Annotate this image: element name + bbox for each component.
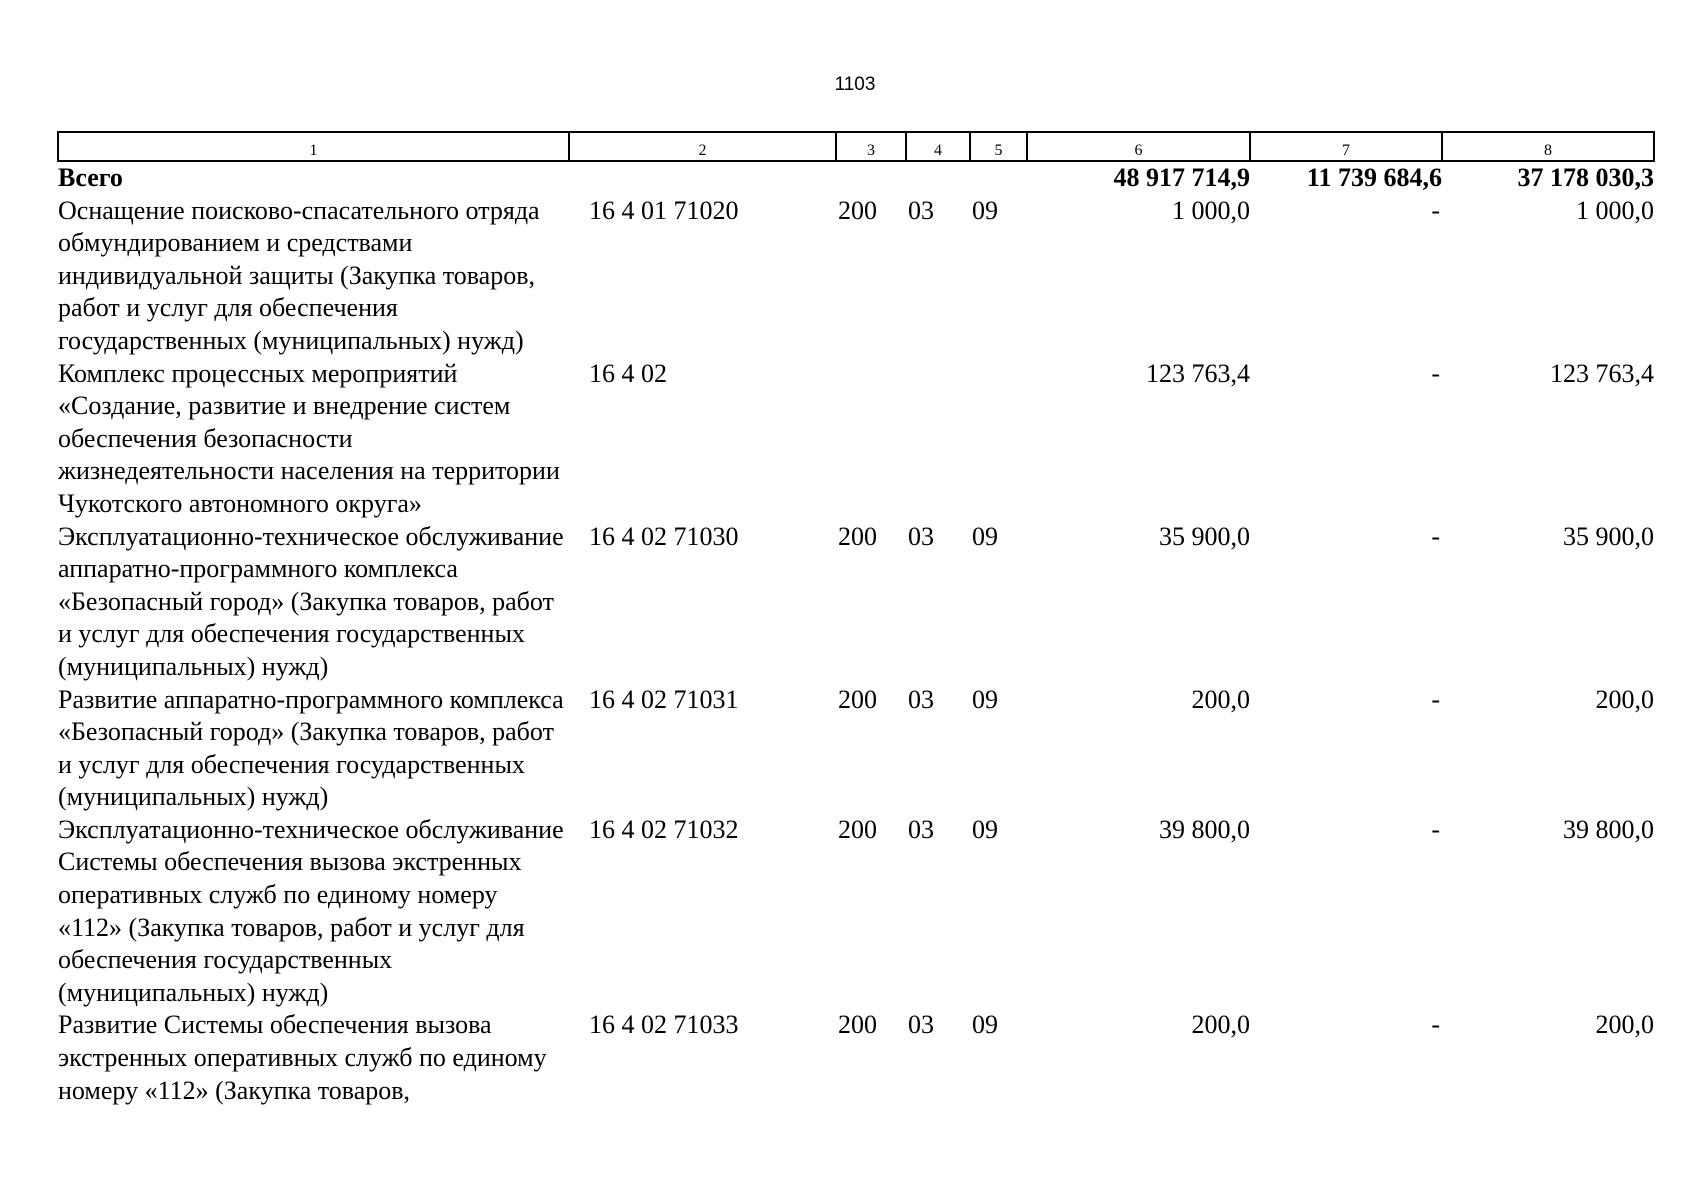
budget-table bbox=[57, 131, 1655, 1107]
column-header-8: 8 bbox=[1442, 132, 1654, 161]
row-code: 16 4 02 71032 bbox=[589, 814, 739, 844]
table-row bbox=[58, 358, 1654, 521]
row-col3: 200 bbox=[838, 814, 877, 844]
row-name: Эксплуатационно-техническое обслуживание Системы обеспечения вызова экстренных оперативных служб по единому номеру «112» (Закупка товаров, работ и услуг для обеспечения государственных (муниципальных) нужд) bbox=[58, 814, 564, 1007]
row-col5: 09 bbox=[972, 1010, 998, 1040]
column-header-4: 4 bbox=[906, 132, 970, 161]
row-col5: 09 bbox=[972, 684, 998, 714]
row-col7: - bbox=[1431, 1010, 1440, 1040]
row-col6: 39 800,0 bbox=[1159, 814, 1250, 844]
row-name: Комплекс процессных мероприятий «Создание, развитие и внедрение систем обеспечения безопасности жизнедеятельности населения на территории Чукотского автономного округа» bbox=[58, 358, 560, 518]
row-col5 bbox=[970, 358, 1027, 521]
row-code: 16 4 01 71020 bbox=[589, 195, 739, 225]
total-label: Всего bbox=[58, 163, 123, 192]
column-header-5: 5 bbox=[970, 132, 1027, 161]
row-col4: 03 bbox=[908, 684, 934, 714]
row-col6: 200,0 bbox=[1191, 1010, 1250, 1040]
page-number: 1103 bbox=[834, 74, 876, 95]
column-header-6: 6 bbox=[1027, 132, 1250, 161]
row-code: 16 4 02 bbox=[589, 358, 667, 388]
table-row bbox=[58, 521, 1654, 684]
total-col8: 37 178 030,3 bbox=[1517, 163, 1654, 192]
row-col8: 123 763,4 bbox=[1550, 358, 1654, 388]
row-col4: 03 bbox=[908, 195, 934, 225]
row-col6: 123 763,4 bbox=[1146, 358, 1250, 388]
total-col7: 11 739 684,6 bbox=[1306, 163, 1442, 192]
row-col7: - bbox=[1431, 814, 1440, 844]
row-col3 bbox=[836, 358, 906, 521]
row-name: Развитие аппаратно-программного комплекса «Безопасный город» (Закупка товаров, работ и услуг для обеспечения государственных (муниципальных) нужд) bbox=[58, 684, 564, 812]
row-col7: - bbox=[1431, 195, 1440, 225]
row-col8: 200,0 bbox=[1595, 1010, 1654, 1040]
total-col4 bbox=[906, 161, 970, 195]
row-col7: - bbox=[1431, 358, 1440, 388]
row-col7: - bbox=[1431, 521, 1440, 551]
row-code: 16 4 02 71031 bbox=[589, 684, 739, 714]
total-row bbox=[58, 161, 1654, 195]
row-col4 bbox=[906, 358, 970, 521]
column-header-7: 7 bbox=[1250, 132, 1442, 161]
column-header-1: 1 bbox=[58, 132, 569, 161]
row-col8: 1 000,0 bbox=[1576, 195, 1654, 225]
row-col3: 200 bbox=[838, 684, 877, 714]
row-col4: 03 bbox=[908, 1010, 934, 1040]
row-col3: 200 bbox=[838, 1010, 877, 1040]
table-row bbox=[58, 814, 1654, 1010]
row-col8: 39 800,0 bbox=[1563, 814, 1654, 844]
column-header-3: 3 bbox=[836, 132, 906, 161]
row-col8: 35 900,0 bbox=[1563, 521, 1654, 551]
total-col6: 48 917 714,9 bbox=[1113, 163, 1250, 192]
row-col6: 35 900,0 bbox=[1159, 521, 1250, 551]
row-col5: 09 bbox=[972, 521, 998, 551]
table-row bbox=[58, 684, 1654, 814]
row-code: 16 4 02 71033 bbox=[589, 1010, 739, 1040]
table-row bbox=[58, 195, 1654, 358]
row-col3: 200 bbox=[838, 521, 877, 551]
column-header-2: 2 bbox=[569, 132, 836, 161]
total-code bbox=[569, 161, 836, 195]
total-col3 bbox=[836, 161, 906, 195]
row-name: Эксплуатационно-техническое обслуживание аппаратно-программного комплекса «Безопасный город» (Закупка товаров, работ и услуг для обеспечения государственных (муниципальных) нужд) bbox=[58, 521, 564, 681]
row-name: Оснащение поисково-спасательного отряда обмундированием и средствами индивидуальной защиты (Закупка товаров, работ и услуг для обеспечения государственных (муниципальных) нужд) bbox=[58, 195, 540, 355]
row-col4: 03 bbox=[908, 814, 934, 844]
row-col5: 09 bbox=[972, 195, 998, 225]
table-row bbox=[58, 1009, 1654, 1107]
column-number-header-row bbox=[58, 132, 1654, 161]
row-col4: 03 bbox=[908, 521, 934, 551]
row-col8: 200,0 bbox=[1595, 684, 1654, 714]
row-col7: - bbox=[1431, 684, 1440, 714]
row-code: 16 4 02 71030 bbox=[589, 521, 739, 551]
row-col5: 09 bbox=[972, 814, 998, 844]
row-col6: 200,0 bbox=[1191, 684, 1250, 714]
total-col5 bbox=[970, 161, 1027, 195]
row-col6: 1 000,0 bbox=[1172, 195, 1250, 225]
row-name: Развитие Системы обеспечения вызова экстренных оперативных служб по единому номеру «112» (Закупка товаров, bbox=[58, 1010, 547, 1105]
row-col3: 200 bbox=[838, 195, 877, 225]
